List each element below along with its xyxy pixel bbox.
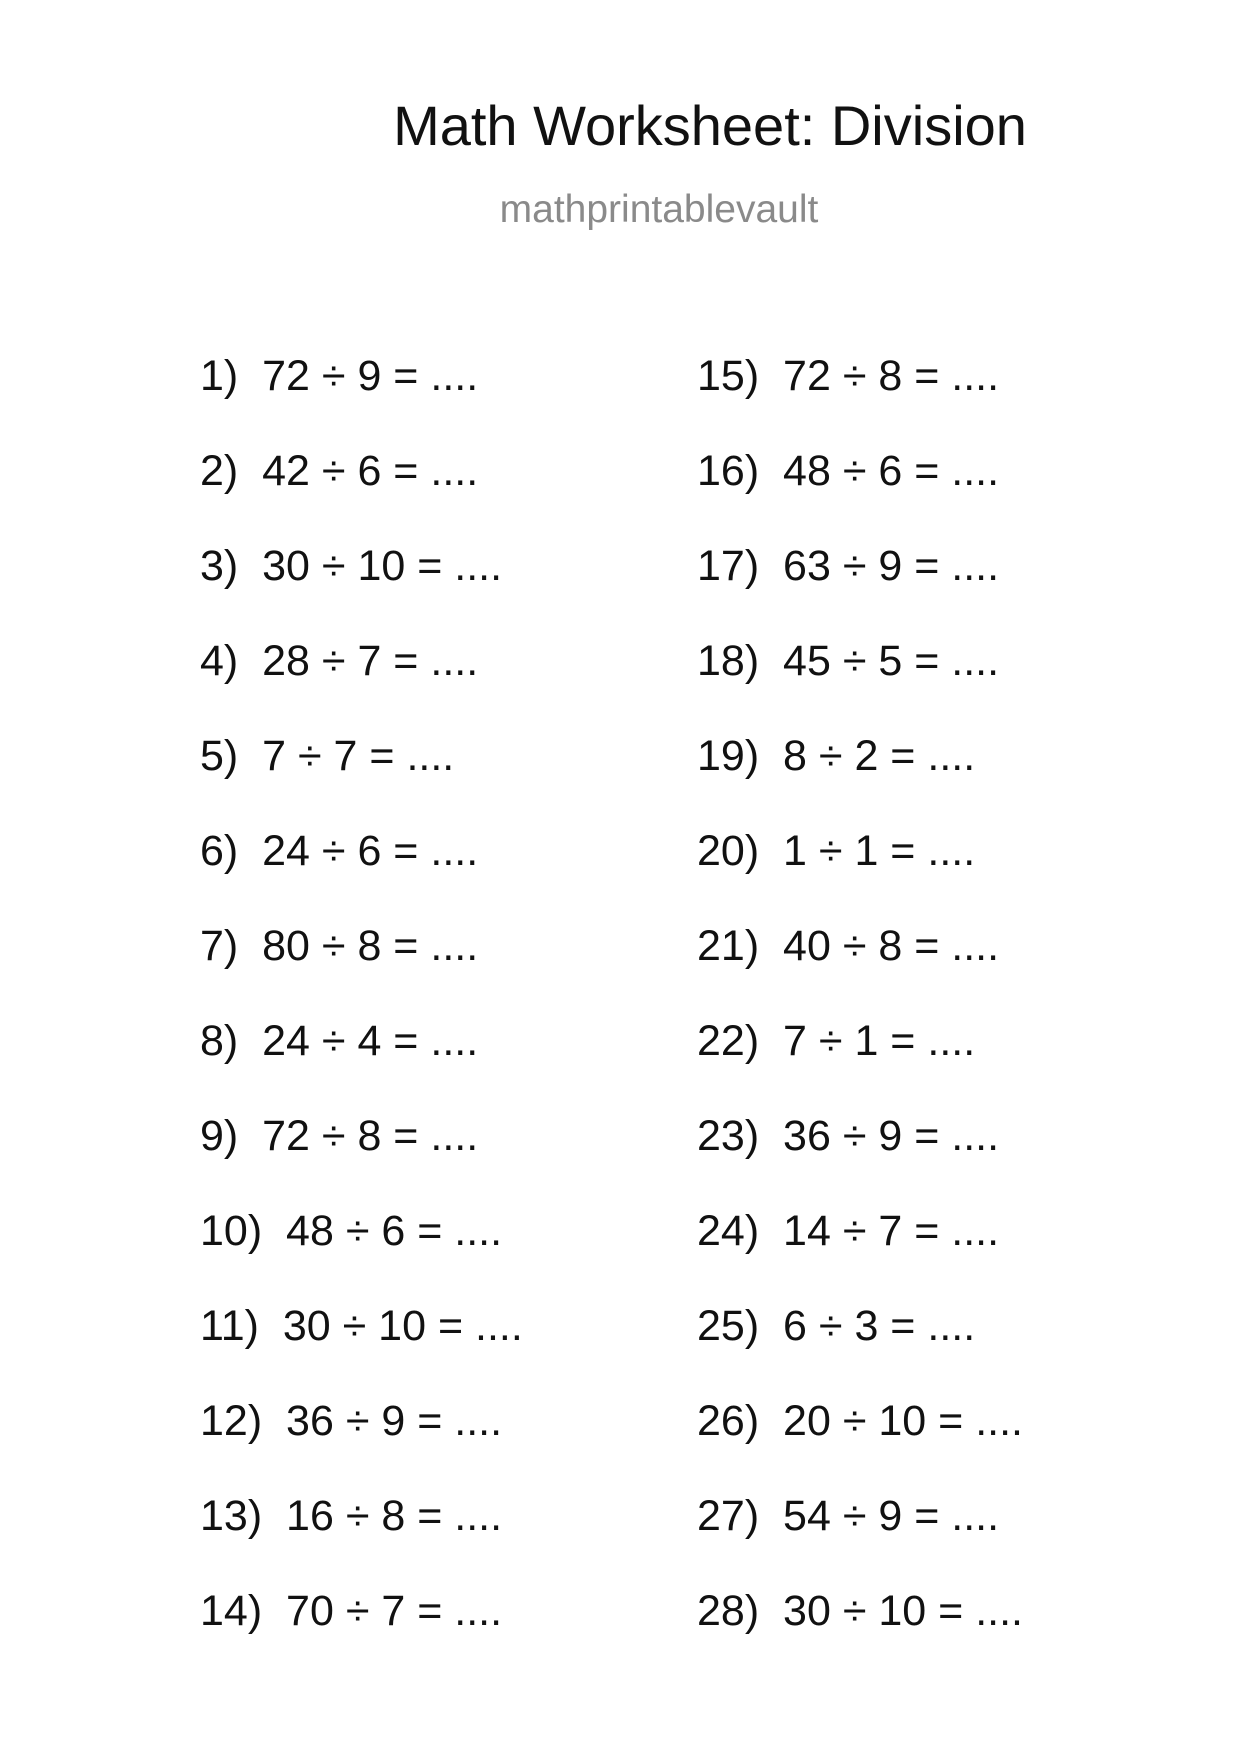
problem-23: 23) 36 ÷ 9 = .... [697,1112,1000,1160]
problem-14: 14) 70 ÷ 7 = .... [200,1587,503,1635]
problem-18: 18) 45 ÷ 5 = .... [697,637,1000,685]
worksheet-subtitle: mathprintablevault [499,188,819,231]
problem-17: 17) 63 ÷ 9 = .... [697,542,1000,590]
problem-20: 20) 1 ÷ 1 = .... [697,827,976,875]
problem-8: 8) 24 ÷ 4 = .... [200,1017,479,1065]
problem-7: 7) 80 ÷ 8 = .... [200,922,479,970]
problem-6: 6) 24 ÷ 6 = .... [200,827,479,875]
problem-26: 26) 20 ÷ 10 = .... [697,1397,1023,1445]
problem-15: 15) 72 ÷ 8 = .... [697,352,1000,400]
problem-27: 27) 54 ÷ 9 = .... [697,1492,1000,1540]
problem-22: 22) 7 ÷ 1 = .... [697,1017,976,1065]
problems-right-column [697,352,1217,1685]
problem-19: 19) 8 ÷ 2 = .... [697,732,976,780]
problem-24: 24) 14 ÷ 7 = .... [697,1207,1000,1255]
problem-1: 1) 72 ÷ 9 = .... [200,352,479,400]
problem-4: 4) 28 ÷ 7 = .... [200,637,479,685]
problem-9: 9) 72 ÷ 8 = .... [200,1112,479,1160]
problem-25: 25) 6 ÷ 3 = .... [697,1302,976,1350]
problem-28: 28) 30 ÷ 10 = .... [697,1587,1023,1635]
problem-11: 11) 30 ÷ 10 = .... [200,1302,523,1350]
worksheet-title: Math Worksheet: Division [393,94,1027,157]
problem-13: 13) 16 ÷ 8 = .... [200,1492,503,1540]
problem-2: 2) 42 ÷ 6 = .... [200,447,479,495]
problem-10: 10) 48 ÷ 6 = .... [200,1207,503,1255]
problem-12: 12) 36 ÷ 9 = .... [200,1397,503,1445]
problem-3: 3) 30 ÷ 10 = .... [200,542,503,590]
problem-5: 5) 7 ÷ 7 = .... [200,732,455,780]
problems-left-column [200,352,720,1685]
problem-21: 21) 40 ÷ 8 = .... [697,922,1000,970]
problem-16: 16) 48 ÷ 6 = .... [697,447,1000,495]
